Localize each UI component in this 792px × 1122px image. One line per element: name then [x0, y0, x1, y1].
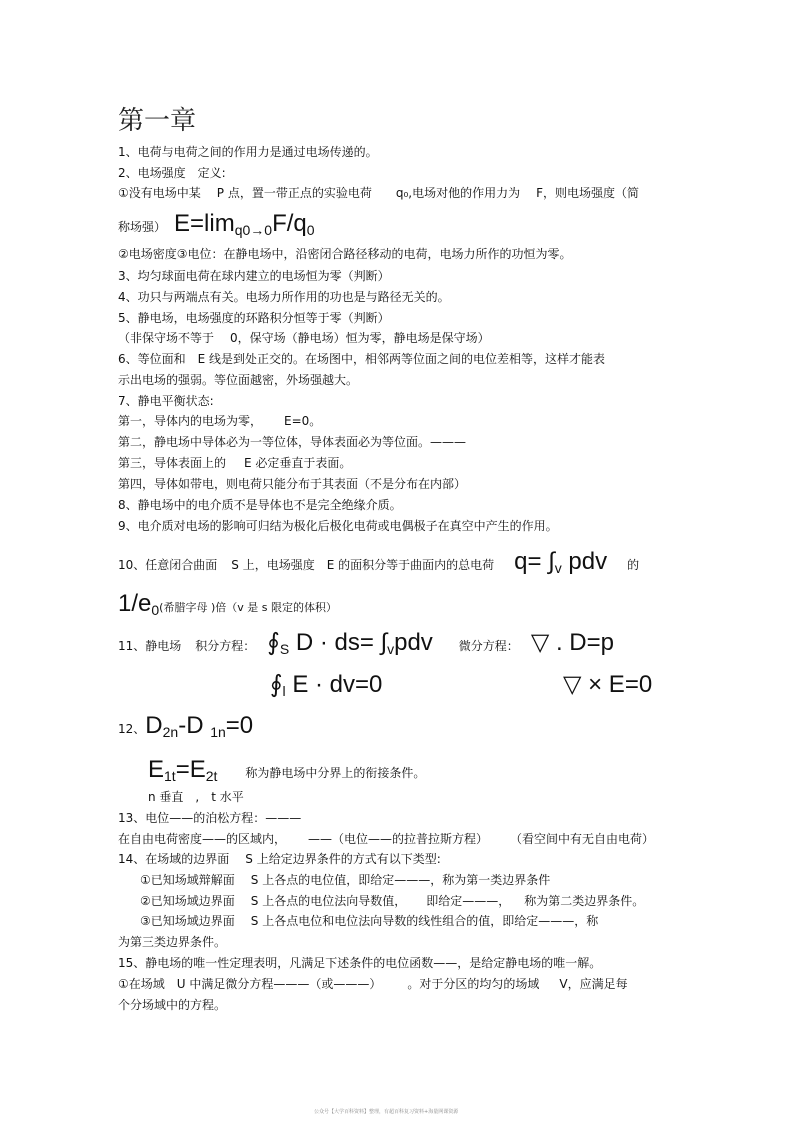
item-7-first: [118, 415, 321, 427]
formula-sub: v: [387, 641, 395, 657]
item-5: 5、静电场，电场强度的环路积分恒等于零（判断）: [118, 311, 390, 325]
text: ③已知场域边界面: [140, 914, 235, 928]
item-13-cont: [118, 833, 654, 845]
text: 11、静电场: [118, 639, 182, 653]
formula-sub: 0: [151, 602, 160, 618]
formula-part: E · dv=0: [292, 671, 383, 698]
text: 在自由电荷密度——的区域内，: [118, 832, 287, 846]
item-2-potential: ②电场密度③电位：在静电场中，沿密闭合路径移动的电荷，电场力所作的功恒为零。: [118, 247, 572, 261]
item-6: [118, 353, 605, 365]
item-14-3: [140, 915, 598, 927]
text: F，则电场强度（简: [536, 186, 639, 200]
formula-part: =E: [175, 756, 206, 783]
item-15: 15、静电场的唯一性定理表明，凡满足下述条件的电位函数——，是给定静电场的唯一解。: [118, 956, 602, 970]
text: ①在场域: [118, 977, 165, 991]
item-6-cont: 示出电场的强弱。等位面越密，外场强越大。: [118, 373, 359, 387]
formula-sub: 0: [306, 222, 315, 238]
text: 0，保守场（静电场）恒为零，静电场是保守场）: [230, 331, 490, 345]
item-7-third: [118, 457, 351, 469]
text: P 点，置一带正点的实验电荷: [216, 186, 372, 200]
text: 10、任意闭合曲面: [118, 558, 218, 572]
text: E 的面积分等于曲面内的总电荷: [326, 558, 495, 572]
text: 即给定———，: [426, 894, 511, 908]
item-12: [118, 714, 253, 739]
text: 微分方程：: [458, 639, 519, 653]
text: 6、等位面和: [118, 352, 186, 366]
item-12-note: n 垂直 , t 水平: [148, 790, 244, 804]
formula: [148, 756, 217, 783]
formula-sub: 1n: [210, 724, 226, 740]
text: 称场强）: [118, 220, 167, 234]
item-10: [118, 550, 639, 575]
item-14-1: [140, 874, 550, 886]
item-15-1-cont: 个分场域中的方程。: [118, 998, 227, 1012]
text: （看空间中有无自由电荷）: [510, 832, 655, 846]
text: 第一，导体内的电场为零，: [118, 414, 263, 428]
formula-sub: 2n: [162, 724, 179, 740]
formula-sub: S: [279, 641, 290, 657]
text: 12、: [118, 722, 146, 736]
text: 称为第二类边界条件。: [524, 894, 645, 908]
item-15-1: [118, 978, 628, 990]
text: ①没有电场中某: [118, 186, 201, 200]
formula: [145, 712, 253, 739]
text: ①已知场域辩解面: [140, 873, 235, 887]
text: q₀,电场对他的作用力为: [395, 186, 521, 200]
text: E 线是到处正交的。在场图中，相邻两等位面之间的电位差相等，这样才能表: [197, 352, 606, 366]
formula-part: -D: [178, 712, 211, 739]
item-3: 3、均匀球面电荷在球内建立的电场恒为零（判断）: [118, 269, 390, 283]
text: 积分方程：: [195, 639, 256, 653]
formula: [270, 671, 382, 698]
item-11-line2: [270, 673, 382, 698]
curl-equation: [563, 673, 652, 697]
text: ——（电位——的拉普拉斯方程）: [308, 832, 489, 846]
formula-part: q= ∫: [514, 548, 555, 575]
formula-part: 1/e: [118, 590, 152, 617]
formula: [514, 548, 607, 575]
item-7-second: 第二，静电场中导体必为一等位体，导体表面必为等位面。———: [118, 435, 467, 449]
item-12-line2: [148, 758, 425, 783]
formula-part: ∮: [267, 629, 280, 656]
item-2: 2、电场强度 定义:: [118, 166, 226, 180]
footer-watermark: 公众号【大学百科资料】整理，有超百科复习资料+海量网课资源: [314, 1109, 459, 1115]
text: 14、在场域的边界面: [118, 852, 230, 866]
text: （非保守场不等于: [118, 331, 215, 345]
formula-sub: v: [554, 560, 562, 576]
formula-sub: q0→0: [234, 222, 273, 238]
item-2-def: [118, 187, 639, 199]
text: ②已知场域边界面: [140, 894, 235, 908]
text: E 必定垂直于表面。: [244, 456, 352, 470]
formula-part: pdv: [568, 548, 608, 575]
item-7-fourth: 第四，导体如带电，则电荷只能分布于其表面（不是分布在内部）: [118, 477, 467, 491]
differential-equation: ▽ . D=p: [530, 629, 614, 656]
formula: ▽ × E=0: [563, 671, 653, 698]
item-9: 9、电介质对电场的影响可归结为极化后极化电荷或电偶极子在真空中产生的作用。: [118, 519, 558, 533]
text: S 上各点电位和电位法向导数的线性组合的值，即给定———，称: [250, 914, 599, 928]
text: 。对于分区的均匀的场域: [407, 977, 540, 991]
text: S 上，电场强度: [231, 558, 315, 572]
formula-sub: 2t: [205, 768, 218, 784]
text: S 上各点的电位法向导数值，: [250, 894, 407, 908]
item-14: [118, 853, 441, 865]
item-11: [118, 631, 614, 656]
text: U 中满足微分方程———（或———）: [176, 977, 382, 991]
formula-part: F/q: [272, 210, 307, 237]
item-4: 4、功只与两端点有关。电场力所作用的功也是与路径无关的。: [118, 290, 450, 304]
text: 的: [627, 558, 640, 572]
item-14-2: [140, 895, 644, 907]
formula-sub: l: [282, 683, 286, 699]
formula-part: pdv: [394, 629, 433, 656]
formula-part: E=lim: [174, 210, 235, 237]
text: E=0。: [284, 414, 322, 428]
formula-part: D: [145, 712, 163, 739]
chapter-title: 第一章: [118, 106, 197, 136]
text: (希腊字母 )倍（v 是 s 限定的体积）: [159, 601, 337, 614]
text: S 上给定边界条件的方式有以下类型:: [245, 852, 441, 866]
item-13: 13、电位——的泊松方程：———: [118, 811, 302, 825]
item-8: 8、静电场中的电介质不是导体也不是完全绝缘介质。: [118, 498, 402, 512]
text: V，应满足每: [559, 977, 628, 991]
item-10-cont: [118, 592, 337, 617]
formula-part: E: [148, 756, 165, 783]
text: 第三，导体表面上的: [118, 456, 227, 470]
item-14-3-cont: 为第三类边界条件。: [118, 935, 227, 949]
item-5-note: [118, 332, 490, 344]
text: 称为静电场中分界上的衔接条件。: [245, 766, 426, 780]
integral-equation: [267, 629, 433, 656]
formula: [174, 210, 315, 237]
formula-part: =0: [225, 712, 254, 739]
field-strength-formula: [118, 212, 315, 237]
formula: [118, 590, 159, 617]
text: S 上各点的电位值，即给定———，称为第一类边界条件: [250, 873, 551, 887]
formula-part: D · ds= ∫: [295, 629, 388, 656]
item-1: 1、电荷与电荷之间的作用力是通过电场传递的。: [118, 145, 378, 159]
formula-sub: 1t: [164, 768, 176, 784]
item-7: 7、静电平衡状态:: [118, 394, 214, 408]
formula-part: ∮: [270, 671, 283, 698]
